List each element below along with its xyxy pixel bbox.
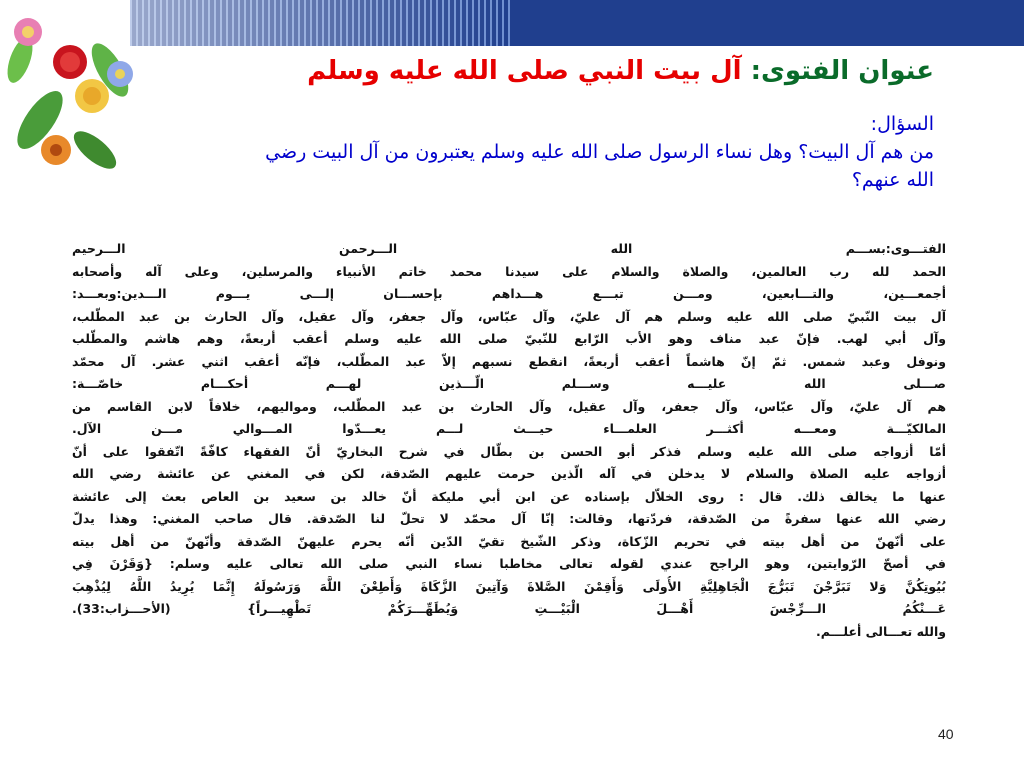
answer-line: رضي الله عنها سفرةً من الصّدقة، فردّتها، وقالت: إنّا آل محمّد لا تحلّ لنا الصّدقة. قال صاحب المغني: وهذا يدلّ (72, 511, 946, 526)
answer-line: وآل أبي لهب. فإنّ عبد مناف وهو الأب الرّابع للنّبيّ صلى الله عليه وسلم أعقب أربعةً، وهم هاشم والمطّلب (72, 331, 946, 346)
answer-line: أزواجه عليه الصلاة والسلام لا يدخلن في آله الّذين حرمت عليهم الصّدقة، لكن في المغني عن عائشة رضي الله (72, 466, 946, 481)
answer-line: آل بيت النّبيّ صلى الله عليه وسلم هم آل عليّ، وآل عبّاس، وآل جعفر، وآل عقيل، وآل الحارث بن عبد المطّلب، (72, 308, 946, 324)
question-line-1: من هم آل البيت؟ وهل نساء الرسول صلى الله عليه وسلم يعتبرون من آل البيت رضي (265, 141, 934, 163)
answer-line: في أصحّ الرّوايتين، وهو الراجح عندي لقوله تعالى مخاطبا نساء النبي صلى الله تعالى عليه وسلم: {وَقَرْنَ فِي (72, 556, 946, 571)
question-line-2: الله عنهم؟ (851, 169, 934, 191)
answer-line: أجمعـــين، والتـــابعين، ومـــن تبـــع هـــداهم بإحســـان إلـــى يـــوم الـــدين:وبعـــد: (72, 286, 946, 301)
answer-line: على أنّهنّ من أهل بيته في تحريم الزّكاة، وذكر الشّيخ تقيّ الدّين أنّه يحرم عليهنّ الصّدقة وأنّهنّ من أهل بيته (72, 533, 946, 549)
question-label: السؤال: (870, 113, 934, 135)
answer-line: المالكيّـــة ومعـــه أكثـــر العلمـــاء حيـــث لـــم يعـــدّوا المـــوالي مـــن الآل. (72, 421, 946, 436)
answer-line: عنها ما يخالف ذلك. قال : روى الخلاّل بإسناده عن ابن أبي مليكة أنّ خالد بن سعيد بن العاص بعث إلى عائشة (72, 488, 946, 504)
fatwa-title (174, 56, 934, 86)
answer-line: الفتـــوى:بســـم الله الـــرحمن الـــرحيم (72, 241, 946, 256)
answer-line: بُيُوتِكُنَّ وَلا تَبَرَّجْنَ تَبَرُّجَ الْجَاهِلِيَّةِ الأُولَى وَأَقِمْنَ الصَّلاةَ وَآتِينَ الزَّكَاةَ وَأَطِعْنَ اللَّهَ وَرَسُولَهُ إِنَّمَا يُرِيدُ اللَّهُ لِيُذْهِبَ (72, 578, 946, 594)
blue-flower-icon (107, 61, 133, 87)
header-fade (130, 0, 510, 46)
answer-line: عَـــنْكُمُ الـــرِّجْسَ أَهْـــلَ الْبَيْـــتِ وَيُطَهِّـــرَكُمْ تَطْهِيـــراً} (الأحـــزاب:33). (72, 601, 946, 616)
answer-line: الحمد لله رب العالمين، والصلاة والسلام على سيدنا محمد خاتم الأنبياء والمرسلين، وعلى آله وأصحابه (72, 263, 946, 279)
page-number: 40 (938, 726, 954, 742)
answer-line: ونوفل وعبد شمس. ثمّ إنّ هاشماً أعقب أربعةً، انقطع نسبهم إلاّ عبد المطّلب، فإنّه أعقب اثني عشر. آل محمّد (72, 353, 946, 369)
title-prefix: عنوان الفتوى: (741, 56, 934, 86)
title-topic: آل بيت النبي صلى الله عليه وسلم (307, 56, 742, 86)
answer-body (72, 238, 946, 758)
question-block (30, 110, 934, 194)
answer-line: أمّا أزواجه صلى الله عليه وسلم فذكر أبو الحسن بن بطّال في شرح البخاريّ أنّ الفقهاء كافّةً اتّفقوا على أنّ (72, 443, 946, 459)
answer-line: هم آل عليّ، وآل عبّاس، وآل جعفر، وآل عقيل، وآل الحارث بن عبد المطّلب، ومواليهم، خلافاً لابن القاسم من (72, 398, 946, 414)
yellow-rose-icon (75, 79, 109, 113)
red-rose-icon (53, 45, 87, 79)
answer-line: صـــلى الله عليـــه وســـلم الّـــذين لهـــم أحكـــام خاصّـــة: (72, 376, 946, 391)
pink-flower-icon (14, 18, 42, 46)
header-band (130, 0, 1024, 46)
answer-line: والله تعـــالى أعلـــم. (815, 623, 946, 639)
